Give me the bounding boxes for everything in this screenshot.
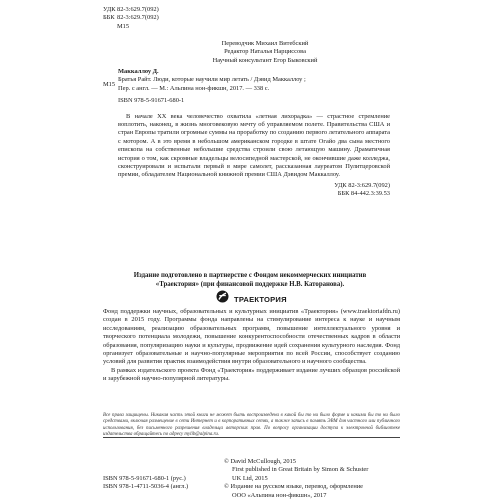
bibliographic-record [118, 68, 390, 199]
copyright-line-3: UK Ltd, 2015 [232, 474, 268, 482]
copyright-line-2: First published in Great Britain by Simon & Schuster [232, 466, 369, 474]
fund-paragraph-2: В рамках издательского проекта Фонд «Траектория» поддерживает издание лучших образцов российской и зарубежной научно-популярной литературы. [103, 366, 400, 383]
bbk-value: 82-3:629.7(092) [117, 14, 159, 22]
author-mark-row [103, 23, 159, 31]
fund-description [103, 308, 400, 384]
record-title-line2: Пер. с англ. — М.: Альпина нон-фикшн, 2017. — 338 с. [118, 84, 270, 92]
trajectoria-logo [216, 290, 287, 308]
partnership-line2: «Траектория» (при финансовой поддержке Н.В. Каторанова). [155, 281, 345, 288]
catalog-codes [103, 6, 159, 31]
isbn-rus: ISBN 978-5-91671-680-1 (рус.) [103, 475, 186, 482]
record-isbn: ISBN 978-5-91671-680-1 [118, 97, 185, 105]
record-title-line1: Братья Райт. Люди, которые научили мир летать / Дэвид Маккаллоу ; [118, 76, 306, 84]
bbk-row [103, 14, 159, 22]
partnership-notice [95, 271, 405, 289]
divider [103, 437, 400, 438]
credits [150, 40, 380, 65]
isbn-block [103, 475, 188, 492]
record-annotation: В начале XX века человечество охватила «летная лихорадка» — страстное стремление воплотить, наконец, в жизнь многовековую мечту об управляемом полете. Правительства США и стран Европы тратили огромные суммы на проработку по созданию первого летательного аппарата с мотором. А в это время в небольшом американском городке в штате Огайо два сына местного епископа на собственные небольшие средства строили свою летающую машину. Драматичная история о том, как скромные владельцы велосипедной мастерской, не окончившие даже колледжа, сконструировали и испытали первый в мире самолет, рассказанная лауреатом Пулитцеровской премии, обладателем Национальной книжной премии США Дэвидом Маккаллоу. [118, 112, 390, 179]
isbn-eng: ISBN 978-1-4711-5036-4 (англ.) [103, 483, 189, 491]
copyright-line-1: © David McCullough, 2015 [224, 458, 296, 465]
bbk-label: ББК [103, 14, 115, 22]
editor-credit: Редактор Наталья Нарциссова [224, 48, 306, 56]
trajectoria-logo-icon [216, 290, 229, 308]
udk-row [103, 6, 159, 14]
record-udk: УДК 82-3:629.7(092) [334, 181, 390, 189]
udk-value: 82-3:629.7(092) [117, 6, 159, 13]
copyright-line-4: © Издание на русском языке, перевод, оформление [224, 483, 363, 491]
copyright-line-5: ООО «Альпина нон-фикшн», 2017 [232, 491, 327, 499]
author-mark-top: М15 [117, 22, 130, 30]
logo-text: ТРАЕКТОРИЯ [234, 294, 287, 304]
udk-label: УДК [103, 6, 116, 13]
partnership-line1: Издание подготовлено в партнерстве с Фондом некоммерческих инициатив [133, 272, 367, 279]
translator-credit: Переводчик Михаил Витебский [221, 40, 309, 47]
legal-notice: Все права защищены. Никакая часть этой книги не может быть воспроизведена в какой бы то ни было форме и какими бы то ни было средствами, включая размещение в сети Интернет и в корпоративных сетях, а также запись в память ЭВМ для частного или публичного использования, без письменного разрешения владельца авторских прав. По вопросу организации доступа к электронной библиотеке издательства обращайтесь по адресу mylib@alpina.ru. [103, 413, 400, 437]
record-author-mark: М15 [103, 81, 116, 88]
record-bbk: ББК 84-442.3:39.53 [337, 190, 390, 198]
fund-paragraph-1: Фонд поддержки научных, образовательных и культурных инициатив «Траектория» (www.traektoriafdn.ru) создан в 2015 году. Программы фонда направлены на стимулирование интереса к науке и научным исследованиям, реализацию образовательных программ, повышение интеллектуального уровня и творческого потенциала молодежи, повышение конкурентоспособности отечественных кадров в области образования, популяризацию науки и культуры, продвижение идей сохранения культурного наследия. Фонд организует образовательные и научно-популярные мероприятия по всей России, способствует созданию условий для развития практик взаимодействия внутри образовательного и научного сообщества. [103, 308, 400, 366]
record-author: Маккаллоу Д. [118, 68, 159, 75]
copyright-block [224, 458, 409, 500]
consultant-credit: Научный консультант Егор Быковский [212, 56, 318, 64]
